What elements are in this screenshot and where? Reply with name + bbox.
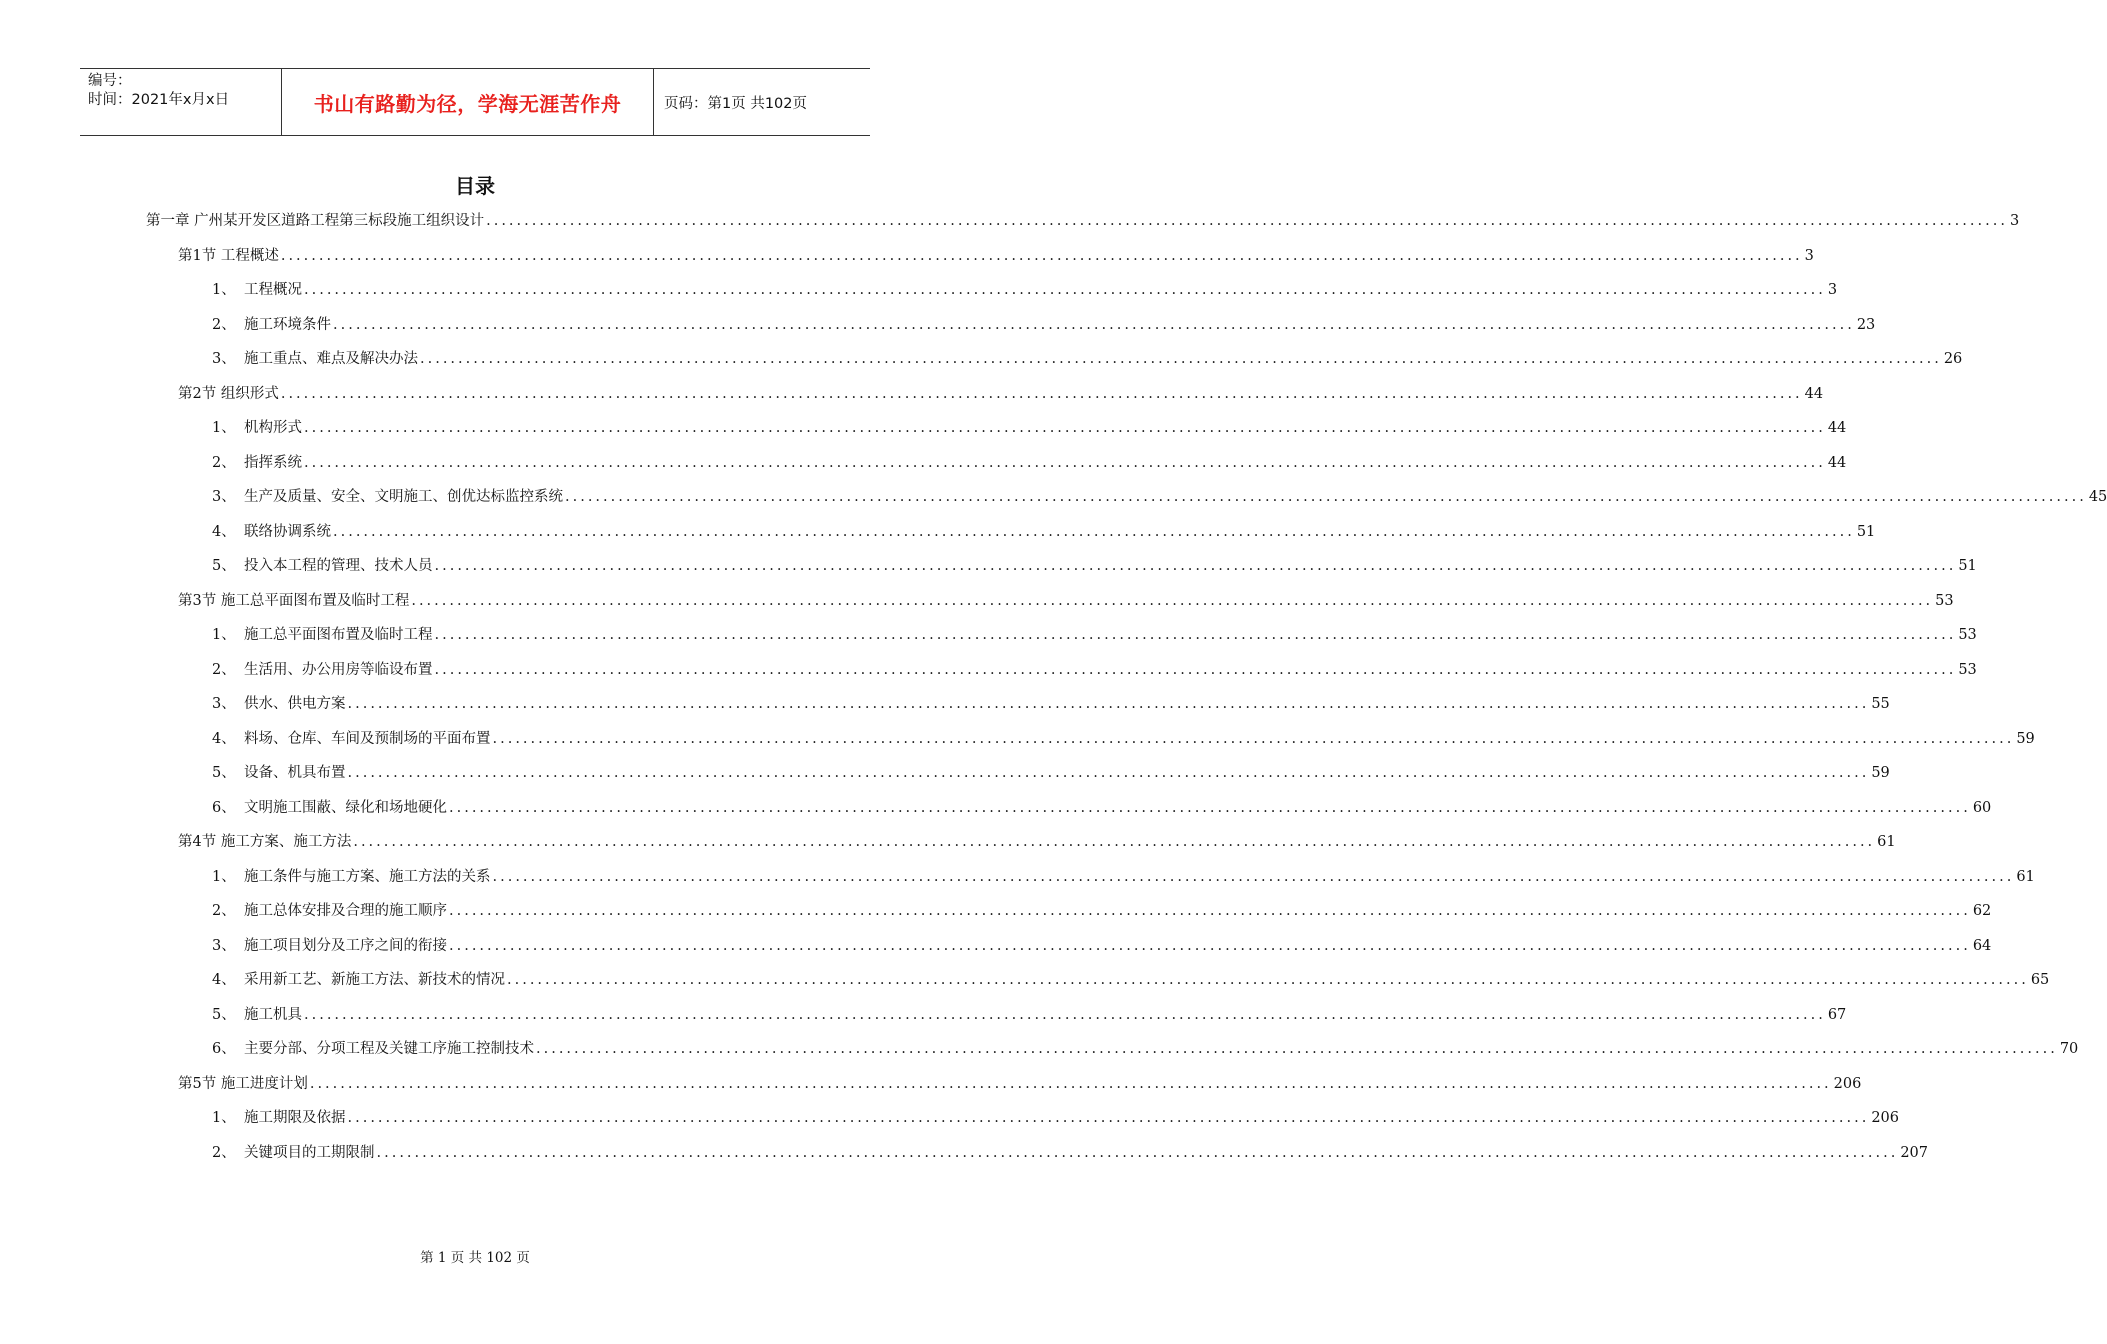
toc-entry-number: 第一章: [146, 213, 190, 229]
toc-entry-number: 2、: [212, 454, 236, 471]
toc-leader-dots: ........................................................................................................................................................................................................: [434, 558, 1957, 574]
toc-entry-text: 施工机具: [244, 1006, 302, 1023]
toc-leader-dots: ........................................................................................................................................................................................................: [434, 627, 1957, 643]
toc-entry[interactable]: [212, 1136, 1929, 1171]
toc-entry-number: 4、: [212, 972, 236, 988]
toc-entry-page: 3: [1827, 282, 1838, 298]
toc-entry-page: 51: [1958, 558, 1977, 574]
toc-entry-page: 61: [2016, 868, 2035, 885]
toc-entry-page: 53: [1958, 627, 1977, 643]
toc-leader-dots: ........................................................................................................................................................................................................: [280, 385, 1803, 402]
toc-entry[interactable]: [212, 929, 1992, 964]
toc-entry-label: [212, 480, 563, 515]
toc-entry-text: 关键项目的工期限制: [244, 1144, 375, 1161]
toc-entry-number: 1、: [212, 627, 236, 643]
toc-entry[interactable]: [212, 791, 1992, 826]
toc-entry-number: 1、: [212, 420, 236, 436]
toc-entry-text: 工程概况: [244, 282, 302, 298]
toc-entry-page: 206: [1833, 1075, 1862, 1092]
toc-entry-label: [212, 894, 447, 929]
toc-entry-page: 206: [1871, 1110, 1900, 1126]
toc-leader-dots: ........................................................................................................................................................................................................: [376, 1144, 1899, 1161]
toc-entry[interactable]: [212, 894, 1992, 929]
toc-entry-label: [212, 1101, 346, 1136]
toc-entry-label: [178, 1067, 308, 1102]
toc-entry-text: 设备、机具布置: [244, 765, 346, 781]
toc-entry-page: 70: [2059, 1041, 2079, 1057]
toc-entry-page: 45: [2088, 489, 2107, 505]
header-meta: [80, 69, 282, 135]
toc-entry-label: [212, 653, 433, 688]
toc-leader-dots: ........................................................................................................................................................................................................: [492, 868, 2015, 885]
toc-entry-number: 第5节: [178, 1075, 217, 1092]
toc-entry-label: [146, 204, 484, 239]
toc-entry-number: 3、: [212, 489, 236, 505]
toc-entry-text: 工程概述: [220, 247, 279, 264]
toc-entry-number: 5、: [212, 558, 236, 574]
toc-entry[interactable]: [146, 204, 2020, 239]
toc-leader-dots: ........................................................................................................................................................................................................: [434, 661, 1957, 678]
toc-entry-page: 59: [1871, 765, 1890, 781]
toc-entry-label: [212, 308, 331, 343]
toc-entry[interactable]: [212, 1101, 1900, 1136]
toc-leader-dots: ........................................................................................................................................................................................................: [347, 696, 1870, 712]
toc-entry-number: 第2节: [178, 385, 217, 402]
toc-entry-text: 采用新工艺、新施工方法、新技术的情况: [244, 972, 505, 988]
toc-entry-number: 3、: [212, 696, 236, 712]
toc-entry-page: 62: [1972, 903, 1992, 919]
toc-entry-label: [212, 273, 302, 308]
toc-entry-page: 60: [1972, 799, 1992, 816]
toc-entry-number: 3、: [212, 351, 236, 367]
toc-leader-dots: ........................................................................................................................................................................................................: [449, 937, 1971, 954]
toc-entry-text: 施工项目划分及工序之间的衔接: [244, 937, 447, 954]
toc-entry[interactable]: [212, 618, 1977, 653]
toc-entry[interactable]: [212, 722, 2035, 757]
toc-title: 目录: [455, 174, 495, 198]
toc-entry-label: [212, 687, 346, 722]
toc-entry[interactable]: [212, 273, 1838, 308]
toc-leader-dots: ........................................................................................................................................................................................................: [492, 730, 2015, 747]
toc-entry-label: [212, 929, 447, 964]
toc-entry[interactable]: [178, 377, 1824, 412]
toc-leader-dots: ........................................................................................................................................................................................................: [280, 247, 1803, 264]
toc-entry-page: 61: [1877, 834, 1896, 850]
toc-entry-page: 44: [1827, 420, 1847, 436]
toc-entry-number: 5、: [212, 1006, 236, 1023]
toc-entry-number: 第1节: [178, 247, 217, 264]
toc-entry-page: 55: [1871, 696, 1890, 712]
toc-entry-text: 投入本工程的管理、技术人员: [244, 558, 433, 574]
toc-entry-text: 施工期限及依据: [244, 1110, 346, 1126]
toc-entry[interactable]: [212, 1032, 2079, 1067]
toc-entry-page: 67: [1827, 1006, 1847, 1023]
toc-leader-dots: ........................................................................................................................................................................................................: [304, 1006, 1826, 1023]
toc-entry[interactable]: [212, 411, 1847, 446]
toc-entry[interactable]: [212, 446, 1847, 481]
toc-entry-page: 3: [2009, 213, 2020, 229]
toc-entry-text: 施工方案、施工方法: [220, 834, 352, 850]
header-time-label: 时间：2021年x月x日: [88, 92, 230, 108]
toc-entry[interactable]: [178, 825, 1896, 860]
toc-leader-dots: ........................................................................................................................................................................................................: [347, 765, 1870, 781]
toc-leader-dots: ........................................................................................................................................................................................................: [309, 1075, 1832, 1092]
toc-entry[interactable]: [212, 687, 1890, 722]
toc-leader-dots: ........................................................................................................................................................................................................: [536, 1041, 2058, 1057]
toc-entry-text: 施工总平面图布置及临时工程: [220, 592, 410, 609]
toc-entry-number: 1、: [212, 1110, 236, 1126]
toc-entry-text: 指挥系统: [244, 454, 302, 471]
toc-entry-label: [212, 549, 433, 584]
toc-leader-dots: ........................................................................................................................................................................................................: [486, 213, 2008, 229]
toc-entry-label: [212, 342, 418, 377]
toc-entry-text: 施工总平面图布置及临时工程: [244, 627, 433, 643]
toc-entry[interactable]: [212, 998, 1847, 1033]
toc-entry[interactable]: [212, 653, 1977, 688]
toc-entry-text: 机构形式: [244, 420, 302, 436]
toc-entry-label: [212, 515, 331, 550]
toc-entry-text: 文明施工围蔽、绿化和场地硬化: [244, 799, 447, 816]
toc-entry-label: [212, 1032, 534, 1067]
toc-leader-dots: ........................................................................................................................................................................................................: [333, 523, 1855, 540]
toc-entry-label: [212, 1136, 375, 1171]
toc-entry[interactable]: [178, 584, 1954, 619]
toc-entry[interactable]: [178, 1067, 1862, 1102]
toc-entry-label: [212, 998, 302, 1033]
toc-leader-dots: ........................................................................................................................................................................................................: [347, 1110, 1870, 1126]
toc-entry-number: 4、: [212, 730, 236, 747]
toc-entry-label: [178, 825, 351, 860]
toc-leader-dots: ........................................................................................................................................................................................................: [333, 316, 1855, 333]
toc-leader-dots: ........................................................................................................................................................................................................: [304, 282, 1826, 298]
toc-entry-text: 广州某开发区道路工程第三标段施工组织设计: [194, 213, 485, 229]
toc-leader-dots: ........................................................................................................................................................................................................: [565, 489, 2087, 505]
toc-entry-page: 53: [1958, 661, 1977, 678]
toc-entry-label: [178, 239, 279, 274]
toc-entry-page: 207: [1900, 1144, 1929, 1161]
toc-entry-number: 2、: [212, 316, 236, 333]
toc-entry-text: 施工总体安排及合理的施工顺序: [244, 903, 447, 919]
header-number-label: 编号：: [88, 73, 132, 89]
toc-entry-number: 6、: [212, 1041, 236, 1057]
toc-entry-text: 施工重点、难点及解决办法: [244, 351, 418, 367]
toc-leader-dots: ........................................................................................................................................................................................................: [507, 972, 2029, 988]
toc-entry-label: [212, 411, 302, 446]
toc-leader-dots: ........................................................................................................................................................................................................: [304, 454, 1826, 471]
toc-entry-page: 64: [1972, 937, 1992, 954]
toc-entry[interactable]: [212, 756, 1890, 791]
toc-entry[interactable]: [178, 239, 1814, 274]
toc-entry-number: 1、: [212, 282, 236, 298]
toc-entry-text: 生产及质量、安全、文明施工、创优达标监控系统: [244, 489, 563, 505]
page-footer: 第 1 页 共 102 页: [420, 1250, 530, 1266]
toc-entry[interactable]: [212, 549, 1977, 584]
toc-entry-number: 4、: [212, 523, 236, 540]
page-header: [80, 68, 870, 136]
toc-entry-text: 生活用、办公用房等临设布置: [244, 661, 433, 678]
toc-entry[interactable]: [212, 308, 1876, 343]
toc-leader-dots: ........................................................................................................................................................................................................: [411, 592, 1934, 609]
toc-leader-dots: ........................................................................................................................................................................................................: [420, 351, 1942, 367]
toc-leader-dots: ........................................................................................................................................................................................................: [449, 903, 1971, 919]
toc-entry-label: [178, 377, 279, 412]
toc-entry-page: 23: [1856, 316, 1876, 333]
header-slogan: 书山有路勤为径，学海无涯苦作舟: [282, 69, 654, 135]
toc-entry-text: 组织形式: [220, 385, 279, 402]
toc-entry[interactable]: [212, 342, 1963, 377]
toc-entry-label: [178, 584, 409, 619]
header-page-info: 页码：第1页 共102页: [664, 95, 808, 112]
toc-entry-page: 3: [1804, 247, 1814, 264]
toc-entry-label: [212, 446, 302, 481]
toc-entry-label: [212, 791, 447, 826]
toc-entry-label: [212, 618, 433, 653]
toc-entry-label: [212, 722, 491, 757]
toc-entry-page: 26: [1943, 351, 1963, 367]
toc-entry-text: 主要分部、分项工程及关键工序施工控制技术: [244, 1041, 534, 1057]
toc-entry-number: 2、: [212, 903, 236, 919]
toc-entry-number: 2、: [212, 1144, 236, 1161]
toc-entry-label: [212, 860, 491, 895]
toc-entry[interactable]: [212, 515, 1876, 550]
toc-entry-text: 供水、供电方案: [244, 696, 346, 712]
toc-entry-number: 5、: [212, 765, 236, 781]
toc-entry-label: [212, 963, 505, 998]
toc-entry-number: 6、: [212, 799, 236, 816]
toc-entry-page: 51: [1856, 523, 1876, 540]
toc-entry-number: 第4节: [178, 834, 217, 850]
toc-entry-text: 施工进度计划: [220, 1075, 308, 1092]
toc-entry-page: 59: [2016, 730, 2035, 747]
toc-leader-dots: ........................................................................................................................................................................................................: [353, 834, 1876, 850]
toc-entry-number: 3、: [212, 937, 236, 954]
toc-leader-dots: ........................................................................................................................................................................................................: [304, 420, 1826, 436]
toc-entry-number: 2、: [212, 661, 236, 678]
toc-entry-text: 料场、仓库、车间及预制场的平面布置: [244, 730, 491, 747]
toc-entry-label: [212, 756, 346, 791]
toc-entry-number: 1、: [212, 868, 236, 885]
toc-leader-dots: ........................................................................................................................................................................................................: [449, 799, 1971, 816]
toc-entry-number: 第3节: [178, 592, 217, 609]
toc-entry[interactable]: [212, 860, 2035, 895]
toc-entry-page: 53: [1935, 592, 1954, 609]
toc-entry-text: 联络协调系统: [244, 523, 331, 540]
toc-entry-page: 44: [1827, 454, 1847, 471]
toc-entry[interactable]: [212, 480, 2107, 515]
toc-entry-text: 施工条件与施工方案、施工方法的关系: [244, 868, 491, 885]
toc-entry-page: 65: [2030, 972, 2050, 988]
toc-entry-text: 施工环境条件: [244, 316, 331, 333]
toc-entry[interactable]: [212, 963, 2050, 998]
toc-entry-page: 44: [1804, 385, 1824, 402]
